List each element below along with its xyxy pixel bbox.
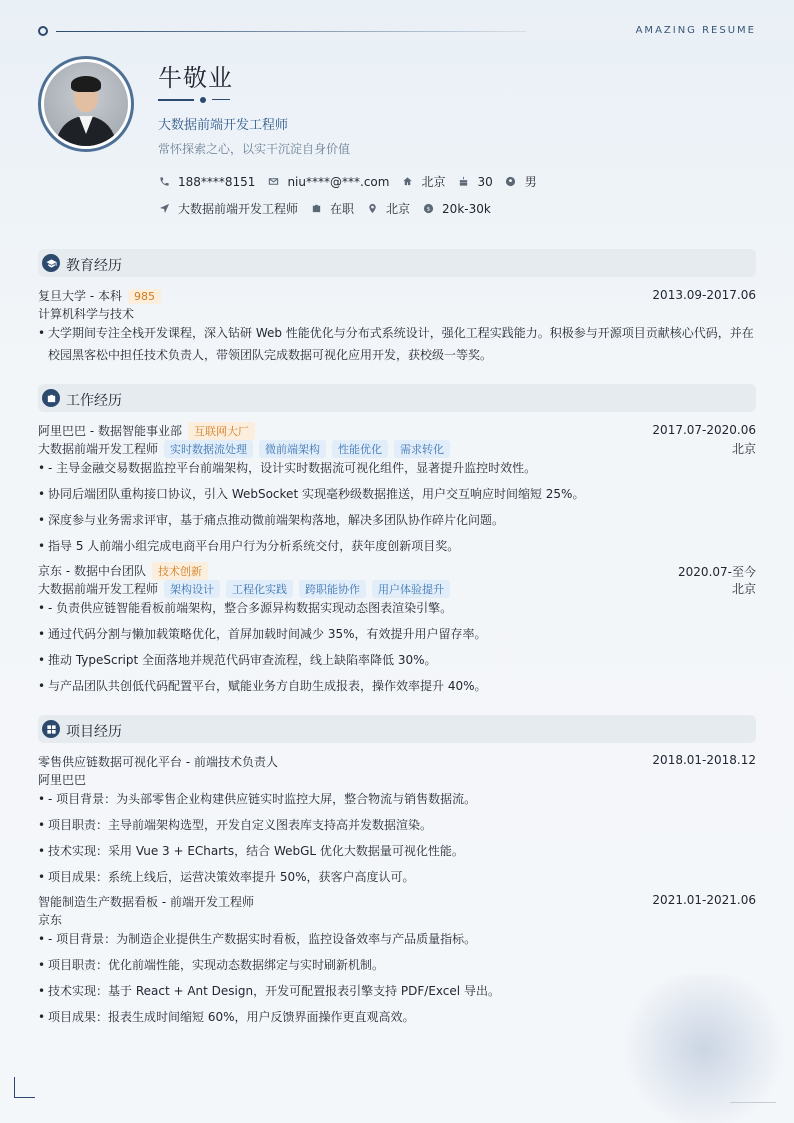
cake-icon [457, 176, 469, 188]
list-item: • - 项目背景：为制造企业提供生产数据实时看板，监控设备效率与产品质量指标。 [38, 930, 756, 948]
list-item: • 协同后端团队重构接口协议，引入 WebSocket 实现毫秒级数据推送，用户交互响应时间缩短 25%。 [38, 485, 756, 503]
list-item: • 技术实现：基于 React + Ant Design，开发可配置报表引擎支持 PDF/Excel 导出。 [38, 982, 756, 1000]
name-decoration [158, 96, 238, 104]
list-item: • 深度参与业务需求评审，基于痛点推动微前端架构落地，解决多团队协作碎片化问题。 [38, 511, 756, 529]
salary-item [422, 202, 491, 216]
list-item: • 项目成果：系统上线后，运营决策效率提升 50%，获客户高度认可。 [38, 868, 756, 886]
section-project [38, 715, 756, 743]
company-tag: 互联网大厂 [188, 422, 255, 440]
work-role-row [38, 440, 450, 458]
skill-tag: 用户体验提升 [372, 580, 450, 598]
mail-icon [267, 176, 279, 188]
skill-tag: 性能优化 [332, 440, 388, 458]
brand-label: AMAZING RESUME [635, 25, 756, 36]
school-name: 复旦大学 - 本科 [38, 289, 122, 303]
project-org: 阿里巴巴 [38, 773, 87, 787]
send-icon [158, 203, 170, 215]
list-item: • 项目成果：报表生成时间缩短 60%，用户反馈界面操作更直观高效。 [38, 1008, 756, 1026]
work-role: 大数据前端开发工程师 [38, 442, 159, 456]
work-bullets [38, 459, 756, 563]
motto: 常怀探索之心，以实干沉淀自身价值 [158, 142, 351, 156]
company-name: 京东 - 数据中台团队 [38, 564, 146, 578]
list-item: • - 负责供应链智能看板前端架构，整合多源异构数据实现动态图表渲染引擎。 [38, 599, 756, 617]
money-icon [422, 203, 434, 215]
work-location: 北京 [731, 442, 756, 456]
project-bullets [38, 790, 756, 894]
list-item: • 通过代码分割与懒加载策略优化，首屏加载时间减少 35%，有效提升用户留存率。 [38, 625, 756, 643]
city-value: 北京 [421, 175, 446, 189]
work-role-row [38, 580, 450, 598]
work-period: 2020.07-至今 [678, 565, 756, 579]
company-tag: 技术创新 [152, 562, 208, 580]
gender-icon [505, 176, 517, 188]
work-role: 大数据前端开发工程师 [38, 582, 159, 596]
list-item: • 项目职责：优化前端性能，实现动态数据绑定与实时刷新机制。 [38, 956, 756, 974]
ring-icon [38, 26, 48, 36]
education-description: • 大学期间专注全栈开发课程，深入钻研 Web 性能优化与分布式系统设计，强化工程实践能力。积极参与开源项目贡献核心代码，并在校园黑客松中担任技术负责人，带领团队完成数据可视化应用开发，获校级一等奖。 [38, 322, 756, 366]
project-name: 智能制造生产数据看板 - 前端开发工程师 [38, 895, 254, 909]
skill-tag: 工程化实践 [226, 580, 293, 598]
job-intent-row [158, 200, 503, 217]
skill-tag: 实时数据流处理 [164, 440, 253, 458]
list-item: • 技术实现：采用 Vue 3 + ECharts，结合 WebGL 优化大数据量可视化性能。 [38, 842, 756, 860]
phone-icon [158, 176, 170, 188]
list-item: • - 主导金融交易数据监控平台前端架构，设计实时数据流可视化组件，显著提升监控时效性。 [38, 459, 756, 477]
graduation-cap-icon [42, 254, 60, 272]
footer-divider [730, 1102, 776, 1103]
email-item [267, 175, 389, 189]
target-city-item [366, 200, 410, 217]
section-work [38, 384, 756, 412]
skill-tag: 架构设计 [164, 580, 220, 598]
city-item [401, 173, 445, 190]
target-position-item [158, 200, 298, 217]
status-item [310, 200, 354, 217]
job-title: 大数据前端开发工程师 [158, 118, 289, 133]
section-title: 教育经历 [66, 258, 122, 274]
svg-text:$: $ [426, 206, 430, 213]
section-title: 项目经历 [66, 724, 122, 740]
target-position-value: 大数据前端开发工程师 [178, 202, 299, 216]
location-icon [366, 203, 378, 215]
project-period: 2021.01-2021.06 [652, 893, 756, 907]
section-title: 工作经历 [66, 393, 122, 409]
work-period: 2017.07-2020.06 [652, 423, 756, 437]
age-item [457, 175, 492, 189]
briefcase-icon [310, 203, 322, 215]
briefcase-icon [42, 389, 60, 407]
project-period: 2018.01-2018.12 [652, 753, 756, 767]
company-name: 阿里巴巴 - 数据智能事业部 [38, 424, 182, 438]
work-company [38, 562, 208, 580]
list-item: • 项目职责：主导前端架构选型，开发自定义图表库支持高并发数据渲染。 [38, 816, 756, 834]
contact-row [158, 173, 549, 190]
work-company [38, 422, 255, 440]
education-period: 2013.09-2017.06 [652, 288, 756, 302]
home-icon [401, 176, 413, 188]
status-value: 在职 [330, 202, 355, 216]
list-item: • 推动 TypeScript 全面落地并规范代码审查流程，线上缺陷率降低 30%。 [38, 651, 756, 669]
education-major: 计算机科学与技术 [38, 307, 135, 321]
corner-decoration [14, 1077, 35, 1098]
email-value: niu****@***.com [287, 174, 390, 189]
list-item: • 指导 5 人前端小组完成电商平台用户行为分析系统交付，获年度创新项目奖。 [38, 537, 756, 555]
skill-tag: 跨职能协作 [299, 580, 366, 598]
grid-icon [42, 720, 60, 738]
divider [56, 31, 526, 32]
watermark-blur [614, 974, 794, 1123]
gender-value: 男 [524, 175, 537, 189]
project-org: 京东 [38, 913, 63, 927]
education-school [38, 287, 161, 304]
list-item: • - 项目背景：为头部零售企业构建供应链实时监控大屏，整合物流与销售数据流。 [38, 790, 756, 808]
target-city-value: 北京 [386, 202, 411, 216]
project-name: 零售供应链数据可视化平台 - 前端技术负责人 [38, 755, 278, 769]
phone-value: 188****8151 [178, 174, 256, 189]
candidate-name: 牛敬业 [158, 64, 233, 92]
school-tag: 985 [128, 289, 161, 304]
avatar-photo [44, 62, 128, 146]
work-location: 北京 [731, 582, 756, 596]
salary-value: 20k-30k [442, 201, 491, 216]
work-bullets [38, 599, 756, 703]
section-education [38, 249, 756, 277]
skill-tag: 需求转化 [394, 440, 450, 458]
age-value: 30 [477, 174, 493, 189]
gender-item [505, 173, 537, 190]
list-item: • 与产品团队共创低代码配置平台，赋能业务方自助生成报表，操作效率提升 40%。 [38, 677, 756, 695]
phone-item [158, 175, 255, 189]
skill-tag: 微前端架构 [259, 440, 326, 458]
avatar [38, 56, 134, 152]
